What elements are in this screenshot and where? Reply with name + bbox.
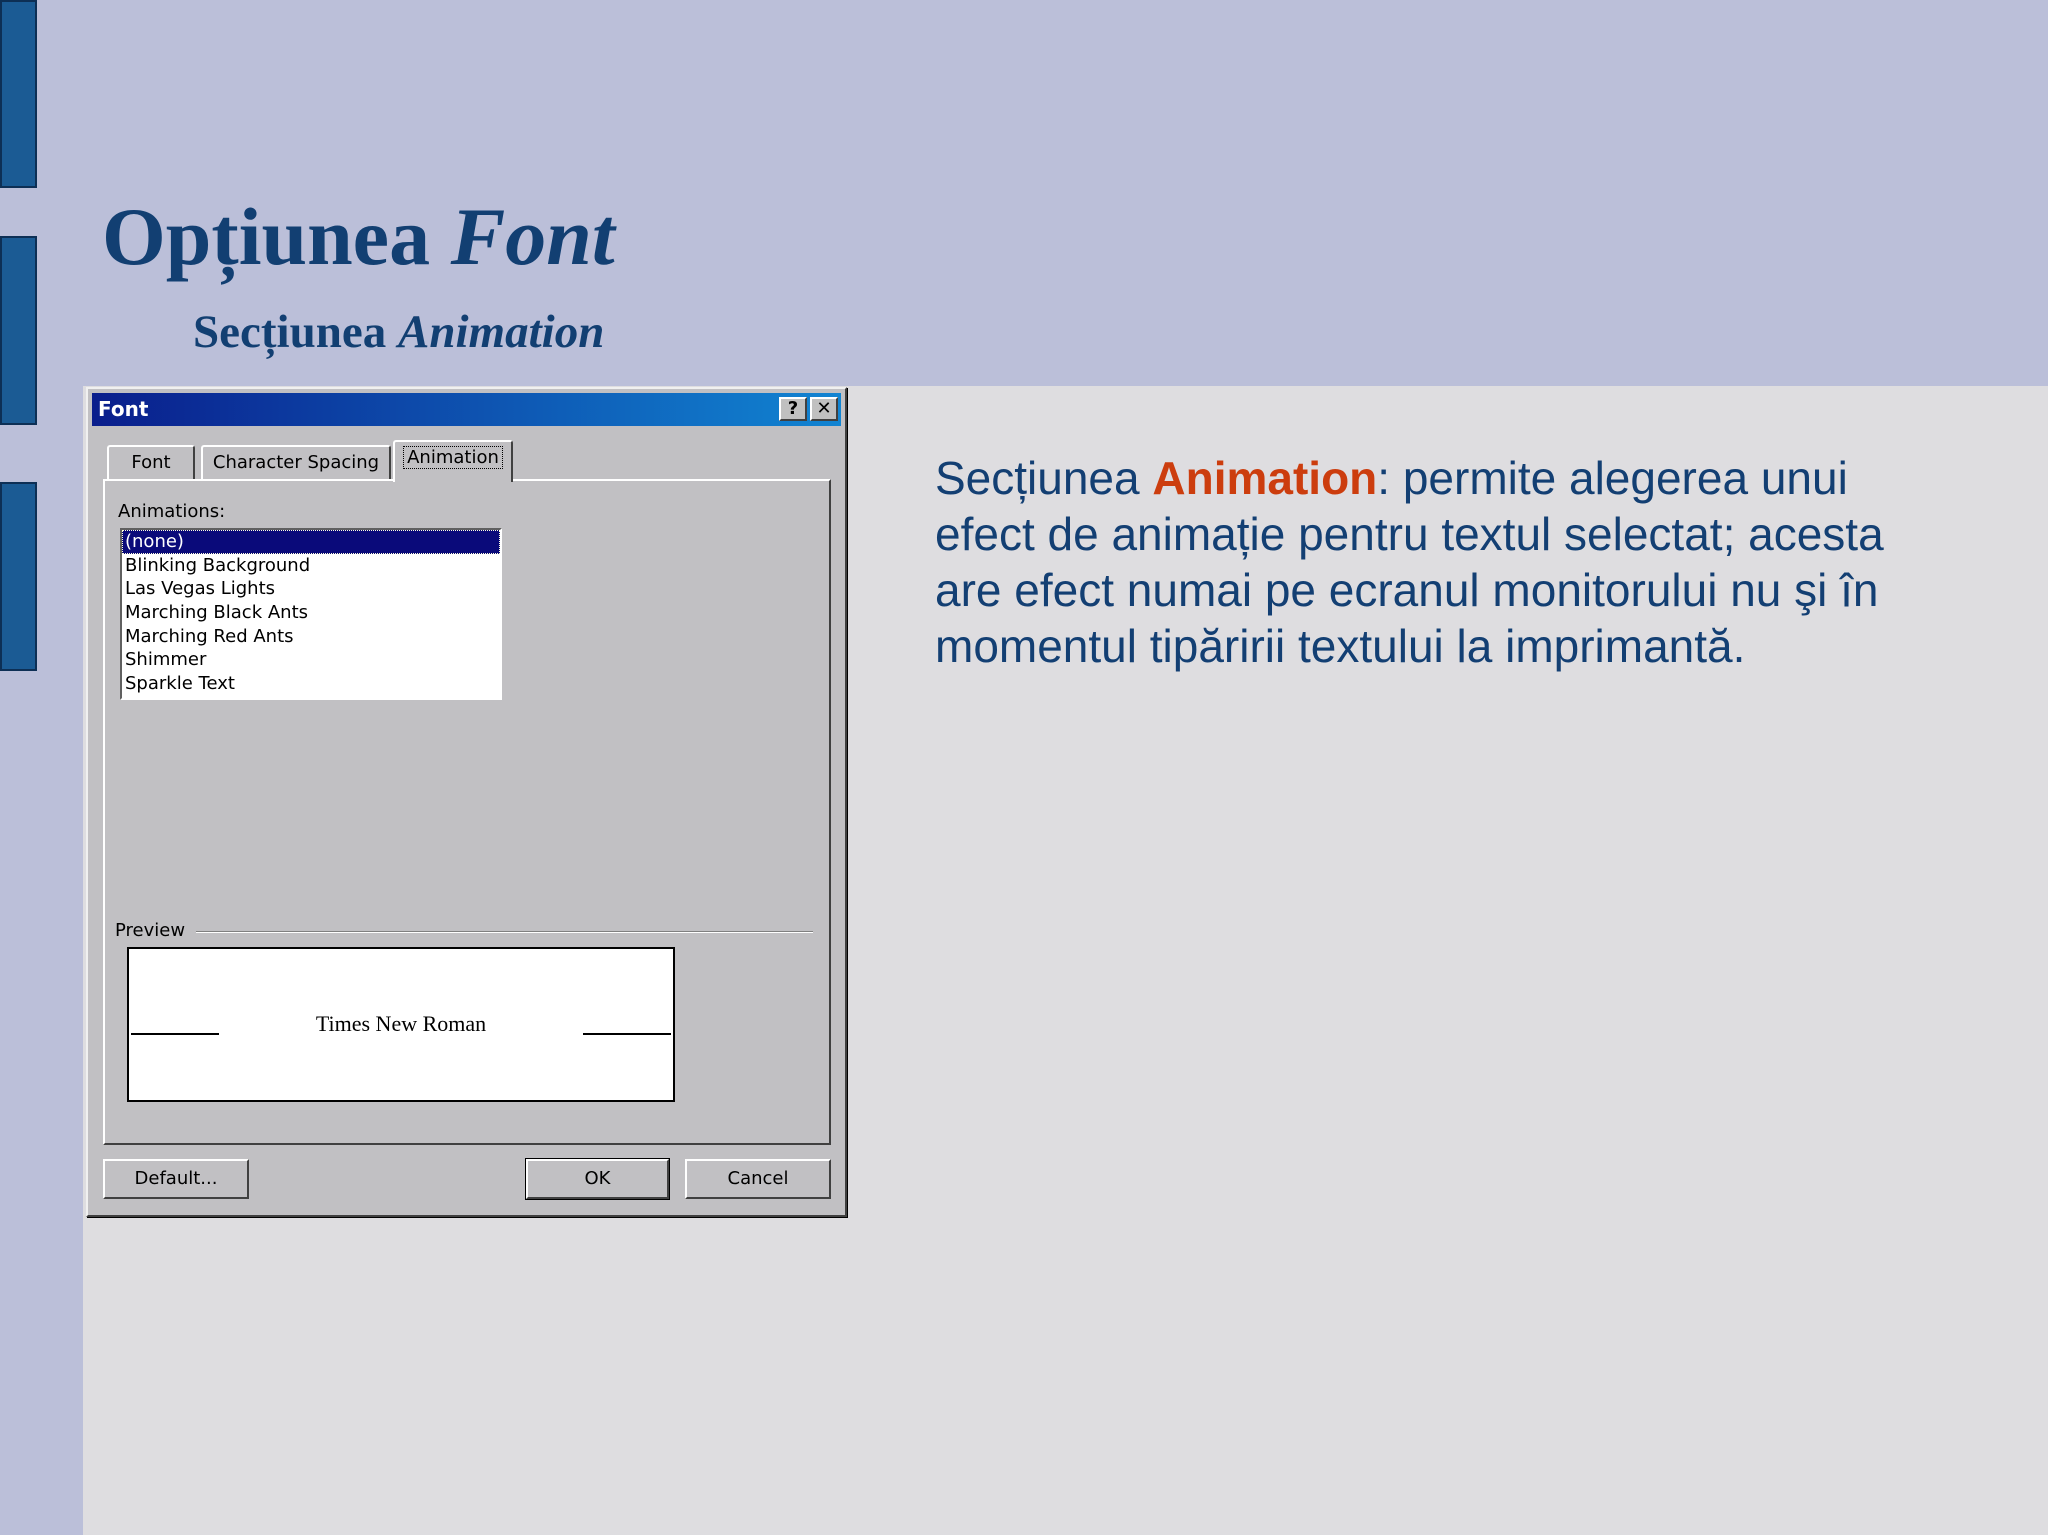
preview-right-line <box>583 1033 671 1035</box>
slide-subtitle-main: Secțiunea <box>193 306 387 358</box>
preview-text: Times New Roman <box>315 1011 487 1036</box>
list-item[interactable]: Shimmer <box>125 649 207 671</box>
sidebar-accent-bar-2 <box>0 236 37 425</box>
description-suffix: : permite alegerea unui efect de animație pentru textul selectat; acesta are efect numai pe ecranul monitorului nu şi în momentul tipăririi textului la imprimantă. <box>935 452 1884 672</box>
list-item[interactable]: Marching Black Ants <box>125 602 309 624</box>
tab-animation-label: Animation <box>404 447 502 468</box>
tab-animation[interactable] <box>393 440 513 482</box>
sidebar-accent-bar-1 <box>0 0 37 188</box>
preview-box <box>127 947 675 1102</box>
list-item[interactable]: Sparkle Text <box>125 673 235 695</box>
list-item[interactable]: Las Vegas Lights <box>125 578 276 600</box>
help-icon: ? <box>787 398 799 419</box>
cancel-button-label: Cancel <box>727 1168 789 1189</box>
slide-title-main: Opțiunea <box>102 191 431 282</box>
slide-title <box>102 190 615 284</box>
tab-font-label: Font <box>131 452 171 473</box>
sidebar-accent-bar-3 <box>0 482 37 671</box>
preview-divider <box>196 931 813 933</box>
preview-label: Preview <box>115 920 186 941</box>
close-icon: ✕ <box>816 398 832 419</box>
dialog-titlebar <box>92 393 841 426</box>
animations-listbox[interactable] <box>120 528 502 700</box>
slide-title-italic: Font <box>450 191 615 282</box>
font-dialog <box>86 387 847 1217</box>
help-button[interactable] <box>779 397 807 421</box>
tab-character-spacing[interactable] <box>201 445 391 479</box>
dialog-title: Font <box>98 397 149 421</box>
cancel-button[interactable] <box>685 1159 831 1199</box>
description-highlight: Animation <box>1152 452 1378 504</box>
list-item[interactable]: Marching Red Ants <box>125 625 294 647</box>
default-button[interactable] <box>103 1159 249 1199</box>
description-text <box>935 450 1935 674</box>
animations-label: Animations: <box>118 501 226 522</box>
tab-font[interactable] <box>107 445 195 479</box>
slide-subtitle-italic: Animation <box>397 306 605 358</box>
list-item[interactable]: (none) <box>122 530 500 554</box>
ok-button-label: OK <box>584 1168 611 1189</box>
list-item[interactable]: Blinking Background <box>125 554 311 576</box>
default-button-label: Default... <box>134 1168 218 1189</box>
slide-subtitle <box>193 305 604 359</box>
description-prefix: Secțiunea <box>935 452 1153 504</box>
ok-button[interactable] <box>526 1159 669 1199</box>
close-button[interactable] <box>810 397 838 421</box>
tab-character-spacing-label: Character Spacing <box>212 452 380 473</box>
